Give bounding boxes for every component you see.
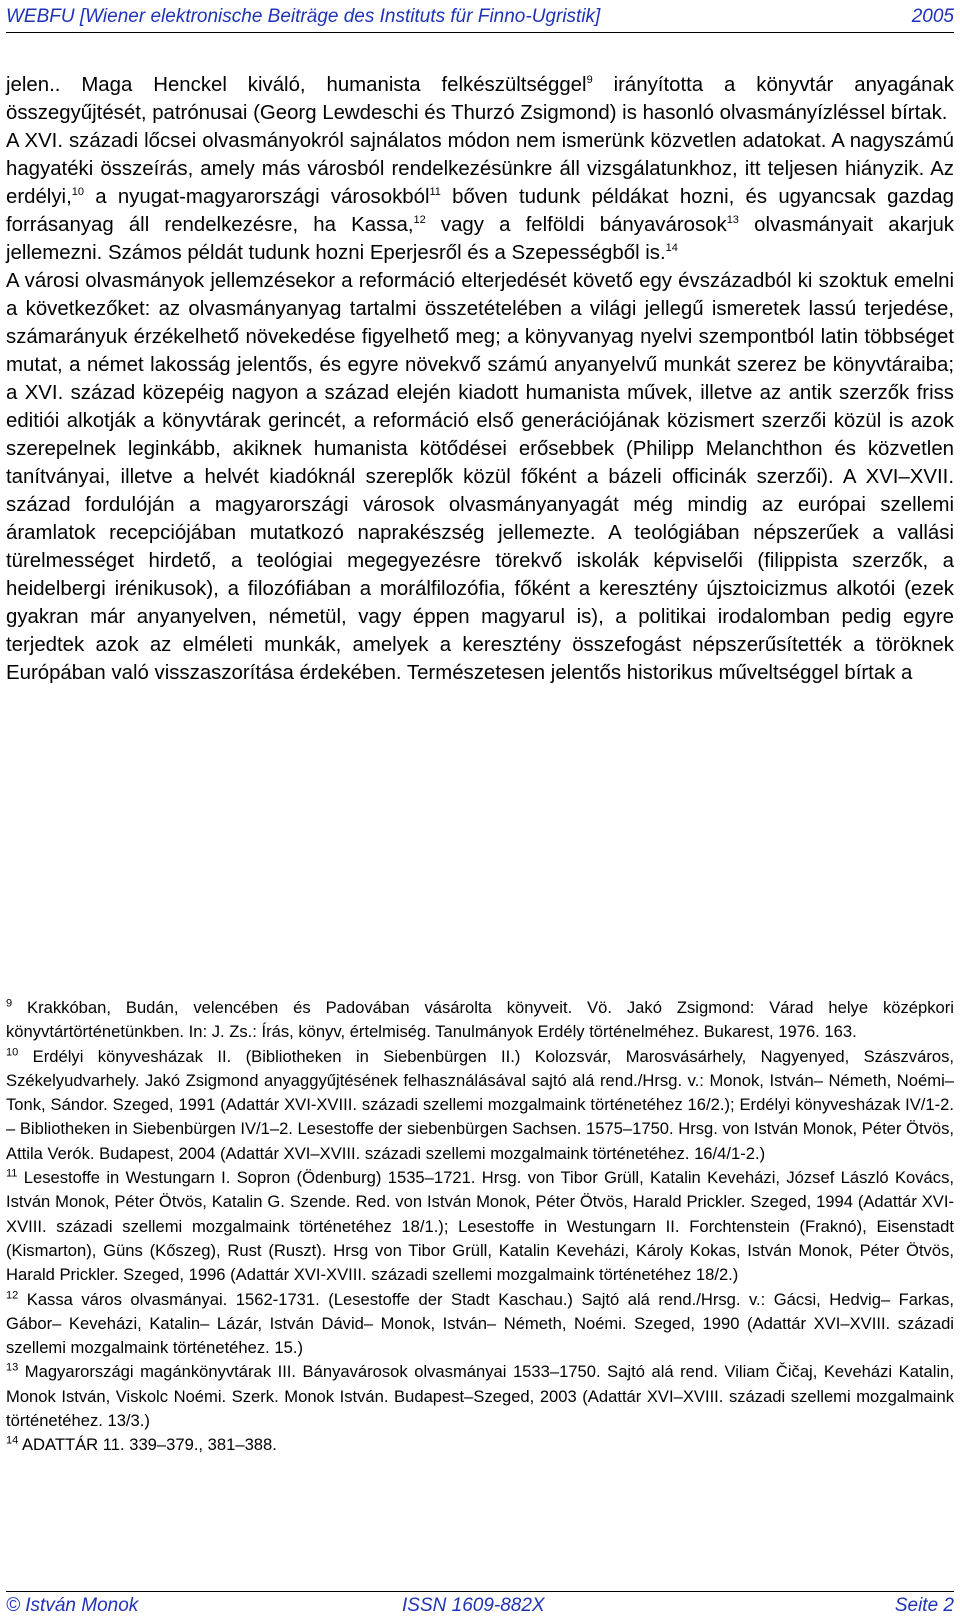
paragraph-1 xyxy=(6,71,954,127)
page-number: Seite 2 xyxy=(894,1595,954,1616)
footnote-text: Magyarországi magánkönyvtárak III. Bányavárosok olvasmányai 1533–1750. Sajtó alá rend. Viliam Čičaj, Keveházi Katalin, Monok István, Viskolc Noémi. Szerk. Monok István. Budapest–Szeged, 2003 (Adattár XVI–XVIII. századi szellemi mozgalmaink történetéhez. 13/3.) xyxy=(6,1362,954,1431)
text-run: olvasmányait akarjuk jellemezni. Számos példát tudunk hozni Eperjesről és a Szepességből is. xyxy=(6,214,954,264)
text-run: jelen.. Maga Henckel kiváló, humanista felkészültséggel xyxy=(6,74,587,96)
page-header xyxy=(6,4,954,33)
footnote-ref-14[interactable]: 14 xyxy=(665,242,678,255)
page-footer xyxy=(6,1591,954,1620)
footnote-number: 9 xyxy=(6,997,13,1010)
footnote-9 xyxy=(6,996,954,1045)
footnote-ref-10[interactable]: 10 xyxy=(71,186,84,199)
main-text xyxy=(6,71,954,687)
footnote-text: Lesestoffe in Westungarn I. Sopron (Ödenburg) 1535–1721. Hrsg. von Tibor Grüll, Katalin Keveházi, József László Kovács, István Monok, Péter Ötvös, Katalin G. Szende. Red. von István Monok, Péter Ötvös, Harald Prickler. Szeged, 1994 (Adattár XVI-XVIII. századi szellemi mozgalmaink történetéhez 18/1.); Lesestoffe in Westungarn II. Forchtenstein (Fraknó), Eisenstadt (Kismarton), Güns (Kőszeg), Rust (Ruszt). Hrsg von Tibor Grüll, Katalin Keveházi, Károly Kokas, István Monok, Péter Ötvös, Harald Prickler. Szeged, 1996 (Adattár XVI-XVIII. századi szellemi mozgalmaink történetéhez 18/2.) xyxy=(6,1168,954,1285)
footnote-ref-11[interactable]: 11 xyxy=(429,186,441,199)
footnote-14 xyxy=(6,1433,954,1457)
footnote-text: Erdélyi könyvesházak II. (Bibliotheken in Siebenbürgen II.) Kolozsvár, Marosvásárhely, Nagyenyed, Szászváros, Székelyudvarhely. Jakó Zsigmond anyaggyűjtésének felhasználásával sajtó alá rend./Hrsg. v.: Monok, István– Németh, Noémi– Tonk, Sándor. Szeged, 1991 (Adattár XVI-XVIII. századi szellemi mozgalmaink történetéhez 16/2.); Erdélyi könyvesházak IV/1-2. – Bibliotheken in Siebenbürgen IV/1–2. Lesestoffe der siebenbürgen Sachsen. 1575–1750. Hrsg. von István Monok, Péter Ötvös, Attila Verók. Budapest, 2004 (Adattár XVI–XVIII. századi szellemi mozgalmaink történetéhez. 16/4/1-2.) xyxy=(6,1046,954,1163)
footnote-ref-9[interactable]: 9 xyxy=(586,74,593,87)
author-copyright: © István Monok xyxy=(6,1595,139,1616)
footnote-number: 12 xyxy=(6,1289,19,1302)
paragraph-3: A városi olvasmányok jellemzésekor a reformáció elterjedését követő egy évszázadból ki szoktuk emelni a következőket: az olvasmányanyag tartalmi összetételében a világi jellegű ismeretek lassú terjedése, számarányuk érzékelhető növekedése figyelhető meg; a könyvanyag nyelvi szempontból latin többséget mutat, a német lakosság jelentős, és egyre növekvő számú anyanyelvű munkát szerez be könyvtáraiba; a XVI. század közepéig nagyon a század elején kiadott humanista művek, illetve az antik szerzők friss editiói alkotják a könyvtárak gerincét, a reformáció első generációjának közismert szerzői közül is azok szerepelnek leginkább, akiknek humanista kötődései erősebbek (Philipp Melanchthon és közvetlen tanítványai, illetve a helvét kiadóknál szereplők közül főként a bázeli officinák szerzői). A XVI–XVII. század fordulóján a magyarországi városok olvasmányanyagát még mindig az európai szellemi áramlatok recepciójában mutatkozó naprakészség jellemezte. A teológiában népszerűek a vallási türelmességet hirdető, a teológiai megegyezésre törekvő iskolák képviselői (filippista szerzők, a heidelbergi irénikusok), a filozófiában a morálfilozófia, főként a keresztény újsztoicizmus alkotói (ezek gyakran már anyanyelven, németül, vagy éppen magyarul is), a politikai irodalomban pedig egyre terjedtek azok az elméleti munkák, amelyek a keresztény összefogást népszerűsítették a töröknek Európában való visszaszorítása érdekében. Természetesen jelentős historikus műveltséggel bírtak a xyxy=(6,270,954,684)
footnote-text: Krakkóban, Budán, velencében és Padovában vásárolta könyveit. Vö. Jakó Zsigmond: Várad helye középkori könyvtártörténetünkben. In: J. Zs.: Írás, könyv, értelmiség. Tanulmányok Erdély történelméhez. Bukarest, 1976. 163. xyxy=(6,998,954,1042)
text-run: bőven tudunk példákat hozni, és ugyancsak gazdag forrásanyag áll rendelkezésre, ha Kassa, xyxy=(6,186,954,236)
text-run: a nyugat-magyarországi városokból xyxy=(83,186,430,208)
header-year: 2005 xyxy=(911,6,954,27)
footnote-12 xyxy=(6,1288,954,1361)
paragraph-2 xyxy=(6,127,954,267)
journal-title: WEBFU [Wiener elektronische Beiträge des Instituts für Finno-Ugristik] xyxy=(6,6,601,27)
footnote-number: 10 xyxy=(6,1046,19,1059)
footnote-ref-13[interactable]: 13 xyxy=(726,214,739,227)
text-run: vagy a felföldi bányavárosok xyxy=(425,214,727,236)
footnote-10 xyxy=(6,1045,954,1166)
footnote-text: ADATTÁR 11. 339–379., 381–388. xyxy=(21,1435,277,1455)
footnote-number: 14 xyxy=(6,1434,19,1447)
footnote-13 xyxy=(6,1360,954,1433)
text-run: A XVI. századi lőcsei olvasmányokról sajnálatos módon nem ismerünk közvetlen adatokat. A nagyszámú hagyatéki összeírás, amely más városból rendelkezésünkre áll vizsgálatunkhoz, itt teljesen hiányzik. Az erdélyi, xyxy=(6,130,954,208)
footnote-text: Kassa város olvasmányai. 1562-1731. (Lesestoffe der Stadt Kaschau.) Sajtó alá rend./Hrsg. v.: Gácsi, Hedvig– Farkas, Gábor– Keveházi, Katalin– Lázár, István Dávid– Monok, István– Németh, Noémi. Szeged, 1990 (Adattár XVI–XVIII. századi szellemi mozgalmaink történetéhez. 15.) xyxy=(6,1289,954,1358)
text-run: irányította a könyvtár anyagának összegyűjtését, patrónusai (Georg Lewdeschi és Thurzó Zsigmond) is hasonló olvasmányízléssel bírtak. xyxy=(6,74,955,124)
footnotes xyxy=(6,996,954,1458)
footnote-ref-12[interactable]: 12 xyxy=(413,214,426,227)
footnote-11 xyxy=(6,1166,954,1287)
issn: ISSN 1609-882X xyxy=(402,1595,545,1616)
footnote-number: 13 xyxy=(6,1361,19,1374)
footnote-number: 11 xyxy=(6,1167,18,1180)
